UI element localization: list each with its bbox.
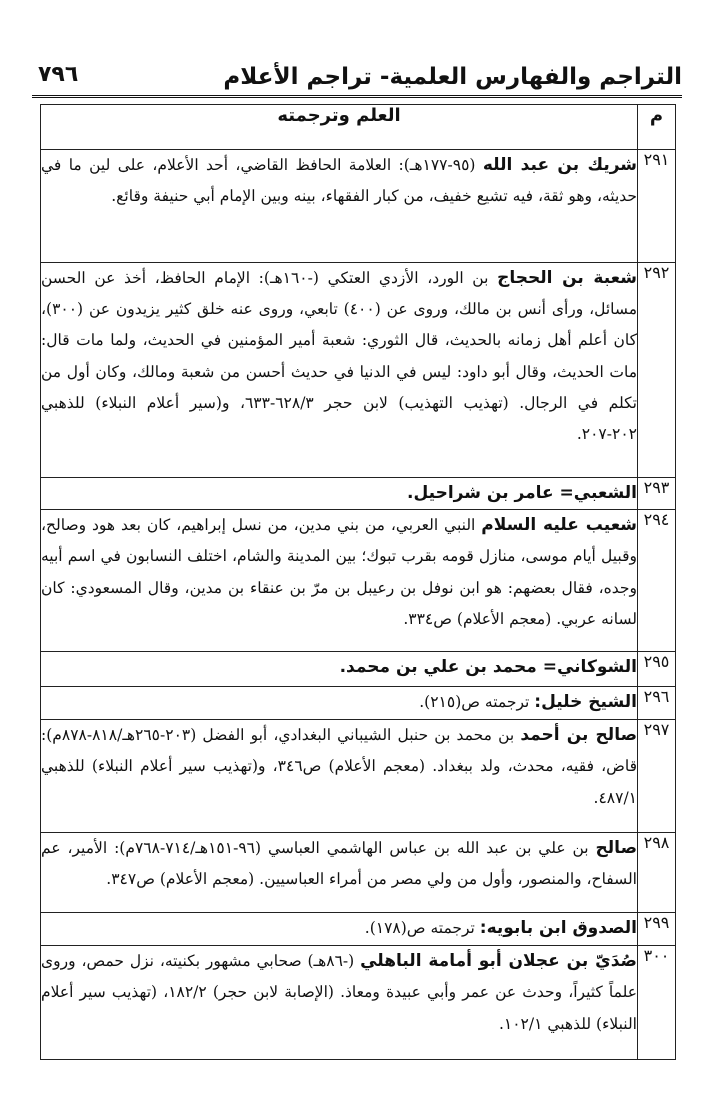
entry-number: ٢٩٣ (638, 478, 676, 510)
entry-name: الشيخ خليل: (534, 692, 637, 713)
table-row (41, 946, 676, 1060)
entry-text (41, 946, 638, 1060)
entry-text (41, 720, 638, 833)
entry-body: بن محمد بن حنبل الشيباني البغدادي، أبو الفضل (٢٠٣-٢٦٥هـ/٨١٨-٨٧٨م): قاض، فقيه، محدث، ولد ببغداد. (معجم الأعلام) ص٣٤٦، و(تهذيب سير أعلام النبلاء) للذهبي ٤٨٧/١. (41, 726, 637, 807)
entry-body: النبي العربي، من بني مدين، من نسل إبراهيم، كان بعد هود وصالح، وقبيل أيام موسى، منازل قومه بقرب تبوك؛ بين المدينة والشام، اختلف النسابون في اسم أبيه وجده، فقال بعضهم: هو ابن نوفل بن رعيبل بن مرّ بن عنقاء بن مدين، وقال المسعودي: كان لسانه عربي. (معجم الأعلام) ص٣٣٤. (41, 516, 637, 628)
entry-number: ٢٩٥ (638, 652, 676, 687)
table-row (41, 263, 676, 478)
page-header (32, 58, 682, 98)
entry-text (41, 478, 638, 510)
entry-number: ٣٠٠ (638, 946, 676, 1060)
entry-number: ٢٩٤ (638, 510, 676, 652)
entry-body: بن علي بن عبد الله بن عباس الهاشمي العباسي (٩٦-١٥١هـ/٧١٤-٧٦٨م): الأمير، عم السفاح، والمنصور، وأول من ولي مصر من أمراء العباسيين. (معجم الأعلام) ص٣٤٧. (41, 839, 637, 889)
entry-number: ٢٩١ (638, 150, 676, 263)
entry-text (41, 833, 638, 913)
entry-name: صُدَيّ بن عجلان أبو أمامة الباهلي (360, 951, 637, 972)
table-row (41, 652, 676, 687)
table-row (41, 687, 676, 720)
entry-text (41, 687, 638, 720)
entry-body: ترجمته ص(٢١٥). (419, 693, 535, 712)
entry-name: الشعبي= عامر بن شراحيل. (407, 483, 637, 503)
table-row (41, 150, 676, 263)
entry-number: ٢٩٦ (638, 687, 676, 720)
entry-number: ٢٩٨ (638, 833, 676, 913)
entry-name: الشوكاني= محمد بن علي بن محمد. (339, 657, 637, 678)
table-header-row (41, 105, 676, 150)
entry-text (41, 263, 638, 478)
entry-number: ٢٩٢ (638, 263, 676, 478)
column-header-number: م (638, 105, 676, 150)
entry-number: ٢٩٧ (638, 720, 676, 833)
table-row (41, 833, 676, 913)
entry-text (41, 913, 638, 946)
entry-name: صالح (595, 838, 637, 859)
table-row (41, 510, 676, 652)
entry-body: ترجمته ص(١٧٨). (364, 919, 480, 938)
entry-number: ٢٩٩ (638, 913, 676, 946)
page-number: ٧٩٦ (38, 62, 79, 87)
entry-text (41, 150, 638, 263)
entry-body: بن الورد، الأزدي العتكي (-١٦٠هـ): الإمام الحافظ، أخذ عن الحسن مسائل، ورأى أنس بن مالك، وروى عن (٤٠٠) تابعي، وروى عنه خلق كثير يزيدون عن (٣٠٠)، كان أعلم أهل زمانه بالحديث، قال الثوري: شعبة أمير المؤمنين في الحديث، ولما مات قال: مات الحديث، وقال أبو داود: ليس في الدنيا في حديث أحسن من شعبة ومالك، وكان أول من تكلم في الرجال. (تهذيب التهذيب) لابن حجر ٦٢٨/٣-٦٣٣، و(سير أعلام النبلاء) للذهبي ٢٠٢-٢٠٧. (41, 269, 637, 444)
table-row (41, 478, 676, 510)
entry-name: شعبة بن الحجاج (497, 268, 637, 288)
table-row (41, 720, 676, 833)
entry-name: شريك بن عبد الله (482, 155, 637, 175)
entry-name: شعيب عليه السلام (481, 515, 638, 536)
entry-body: (٩٥-١٧٧هـ): العلامة الحافظ القاضي، أحد الأعلام، على لين ما في حديثه، وهو ثقة، فيه تشيع خفيف، من كبار الفقهاء، بينه وبين الإمام أبي حنيفة وقائع. (41, 156, 637, 206)
entry-name: الصدوق ابن بابويه: (479, 918, 637, 939)
entry-text (41, 652, 638, 687)
entry-body: (-٨٦هـ) صحابي مشهور بكنيته، نزل حمص، وروى علماً كثيراً، وحدث عن عمر وأبي عبيدة ومعاذ. (الإصابة لابن حجر) ١٨٢/٢، (تهذيب سير أعلام النبلاء) للذهبي ١٠٢/١. (41, 952, 637, 1033)
column-header-biography: العلم وترجمته (41, 105, 638, 150)
running-title: التراجم والفهارس العلمية- تراجم الأعلام (223, 64, 682, 90)
biographies-table (40, 104, 676, 1060)
entry-name: صالح بن أحمد (520, 725, 638, 746)
entry-text (41, 510, 638, 652)
table-row (41, 913, 676, 946)
